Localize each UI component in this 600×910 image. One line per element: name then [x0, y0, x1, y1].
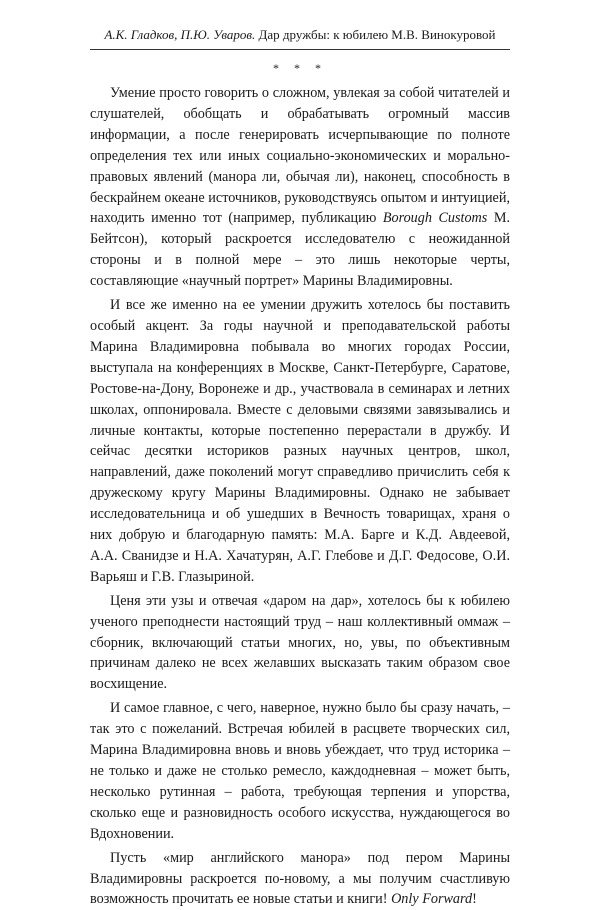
running-header [90, 26, 510, 44]
paragraph-5-text-a: Пусть «мир английского манора» под пером Марины Владимировны раскроется по-новому, а мы получим счастливую возможность прочитать ее новые статьи и книги! [90, 849, 510, 908]
paragraph-3: Ценя эти узы и отвечая «даром на дар», хотелось бы к юбилею ученого преподнести настоящий труд – наш коллективный оммаж – сборник, включающий статьи многих, но, увы, по объективным причинам далеко не всех желавших высказать таким образом свое восхищение. [90, 592, 510, 693]
header-authors: А.К. Гладков, П.Ю. Уваров. [104, 27, 256, 42]
body-text [90, 83, 510, 910]
paragraph-4: И самое главное, с чего, наверное, нужно было бы сразу начать, – так это с пожеланий. Встречая юбилей в расцвете творческих сил, Марина Владимировна вновь и вновь убеждает, что труд историка – не только и даже не столько ремесло, каждодневная – может быть, несколько рутинная – работа, требующая терпения и упорства, сколько еще и разновидность особого искусства, нуждающегося во Вдохновении. [90, 700, 510, 842]
header-title: Дар дружбы: к юбилею М.В. Винокуровой [255, 27, 496, 42]
paragraph-1-text-b: М. Бейтсон), который раскроется исследователю с неожиданной стороны и в полной мере – это лишь некоторые черты, составляющие «научный портрет» Марины Владимировны. [90, 210, 510, 290]
paragraph-5 [90, 848, 510, 910]
paragraph-1-text-a: Умение просто говорить о сложном, увлекая за собой читателей и слушателей, обобщать и обрабатывать огромный массив информации, а после генерировать исчерпывающие по полноте определения тех или иных социально-экономических и морально-правовых явлений (манора ли, обычая ли), наконец, способность в бескрайнем океане источников, руководствуясь опытом и интуицией, находить именно тот (например, публикацию [90, 85, 510, 227]
paragraph-2: И все же именно на ее умении дружить хотелось бы поставить особый акцент. За годы научной и преподавательской работы Марина Владимировна побывала во многих городах России, выступала на конференциях в Москве, Санкт-Петербурге, Саратове, Ростове-на-Дону, Воронеже и др., участвовала в семинарах и летних школах, оппонировала. Вместе с деловыми связями завязывались и личные контакты, которые постепенно перерастали в дружбу. И сейчас десятки историков разных научных центров, школ, направлений, даже поколений могут справедливо причислить себя к дружескому кругу Марины Владимировны. Однако не забывает исследовательница и об ушедших в Вечность товарищах, храня о них добрую и благодарную память: М.А. Барге и К.Д. Авдеевой, А.А. Сванидзе и Н.А. Хачатурян, А.Г. Глебове и Д.Г. Федосове, О.И. Варьяш и Г.В. Глазыриной. [90, 297, 510, 585]
paragraph-1-italic: Borough Customs [382, 210, 488, 227]
section-separator: * * * [273, 61, 327, 75]
paragraph-1 [90, 83, 510, 292]
header-rule [90, 49, 510, 50]
paragraph-5-text-b: ! [472, 891, 477, 908]
paragraph-5-italic: Only Forward [391, 891, 473, 908]
